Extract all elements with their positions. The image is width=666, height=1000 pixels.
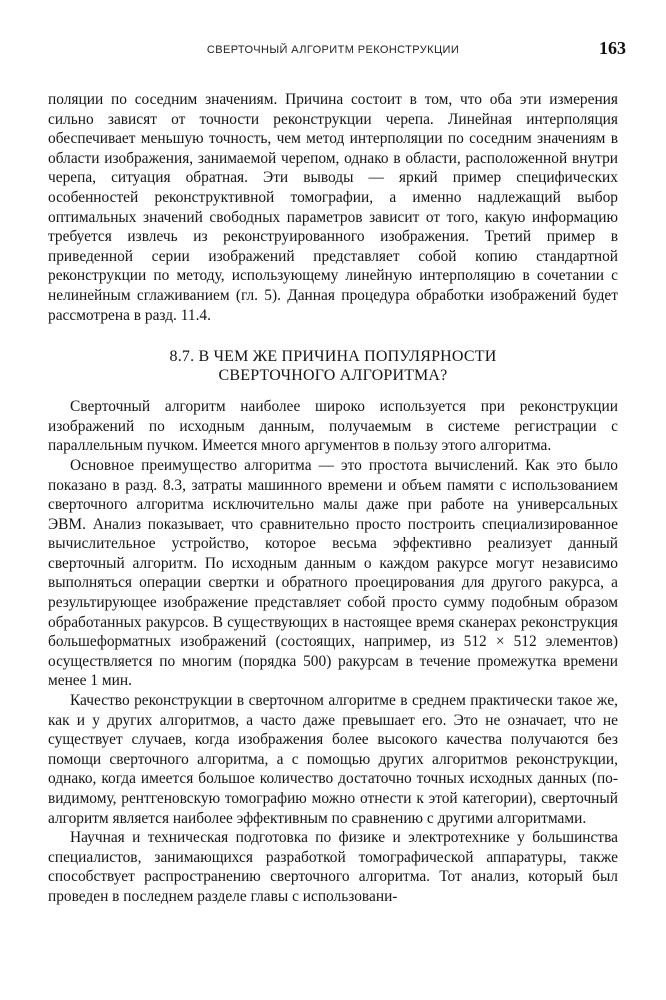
section-heading-line-2: СВЕРТОЧНОГО АЛГОРИТМА? [218, 367, 448, 385]
body-text [48, 90, 618, 907]
section-heading [48, 347, 618, 385]
section-heading-line-1: 8.7. В ЧЕМ ЖЕ ПРИЧИНА ПОПУЛЯРНОСТИ [169, 348, 497, 366]
paragraph: Качество реконструкции в сверточном алгоритме в среднем практически такое же, как и у других алгоритмов, а часто даже превышает его. Это не означает, что не существует случаев, когда изображения более высокого качества получаются без помощи сверточного алгоритма, а с помощью других алгоритмов реконструкции, однако, когда имеется большое количество достаточно точных исходных данных (по-видимому, рентгеновскую томографию можно отнести к этой категории), сверточный алгоритм является наиболее эффективным по сравнению с другими алгоритмами. [48, 692, 618, 827]
paragraph: Научная и техническая подготовка по физике и электротехнике у большинства специалистов, занимающихся разработкой томографической аппаратуры, также способствует распространению сверточного алгоритма. Тот анализ, который был проведен в последнем разделе главы с использовани- [48, 829, 618, 905]
paragraph: Сверточный алгоритм наиболее широко используется при реконструкции изображений по исходным данным, получаемым в системе регистрации с параллельным пучком. Имеется много аргументов в пользу этого алгоритма. [48, 398, 618, 455]
running-title: СВЕРТОЧНЫЙ АЛГОРИТМ РЕКОНСТРУКЦИИ [206, 44, 460, 56]
paragraph: Основное преимущество алгоритма — это простота вычислений. Как это было показано в разд. 8.3, затраты машинного времени и объем памяти с использованием сверточного алгоритма исключительно малы даже при работе на универсальных ЭВМ. Анализ показывает, что сравнительно просто построить специализированное вычислительное устройство, которое весьма эффективно реализует данный сверточный алгоритм. По исходным данным о каждом ракурсе могут независимо выполняться операции свертки и обратного проецирования для другого ракурса, а результирующее изображение представляет собой просто сумму подобным образом обработанных ракурсов. В существующих в настоящее время сканерах реконструкция большеформатных изображений (состоящих, например, из 512 × 512 элементов) осуществляется по многим (порядка 500) ракурсам в течение промежутка времени менее 1 мин. [48, 456, 618, 690]
page-number: 163 [599, 38, 626, 58]
paragraph-continuation: поляции по соседним значениям. Причина состоит в том, что оба эти измерения сильно зависят от точности реконструкции черепа. Линейная интерполяция обеспечивает меньшую точность, чем метод интерполяции по соседним значениям в области изображения, занимаемой черепом, однако в области, расположенной внутри черепа, ситуация обратная. Эти выводы — яркий пример специфических особенностей реконструктивной томографии, а именно надлежащий выбор оптимальных значений свободных параметров зависит от того, какую информацию требуется извлечь из реконструированного изображения. Третий пример в приведенной серии изображений представляет собой копию стандартной реконструкции по методу, использующему линейную интерполяцию в сочетании с нелинейным сглаживанием (гл. 5). Данная процедура обработки изображений будет рассмотрена в разд. 11.4. [48, 91, 618, 324]
